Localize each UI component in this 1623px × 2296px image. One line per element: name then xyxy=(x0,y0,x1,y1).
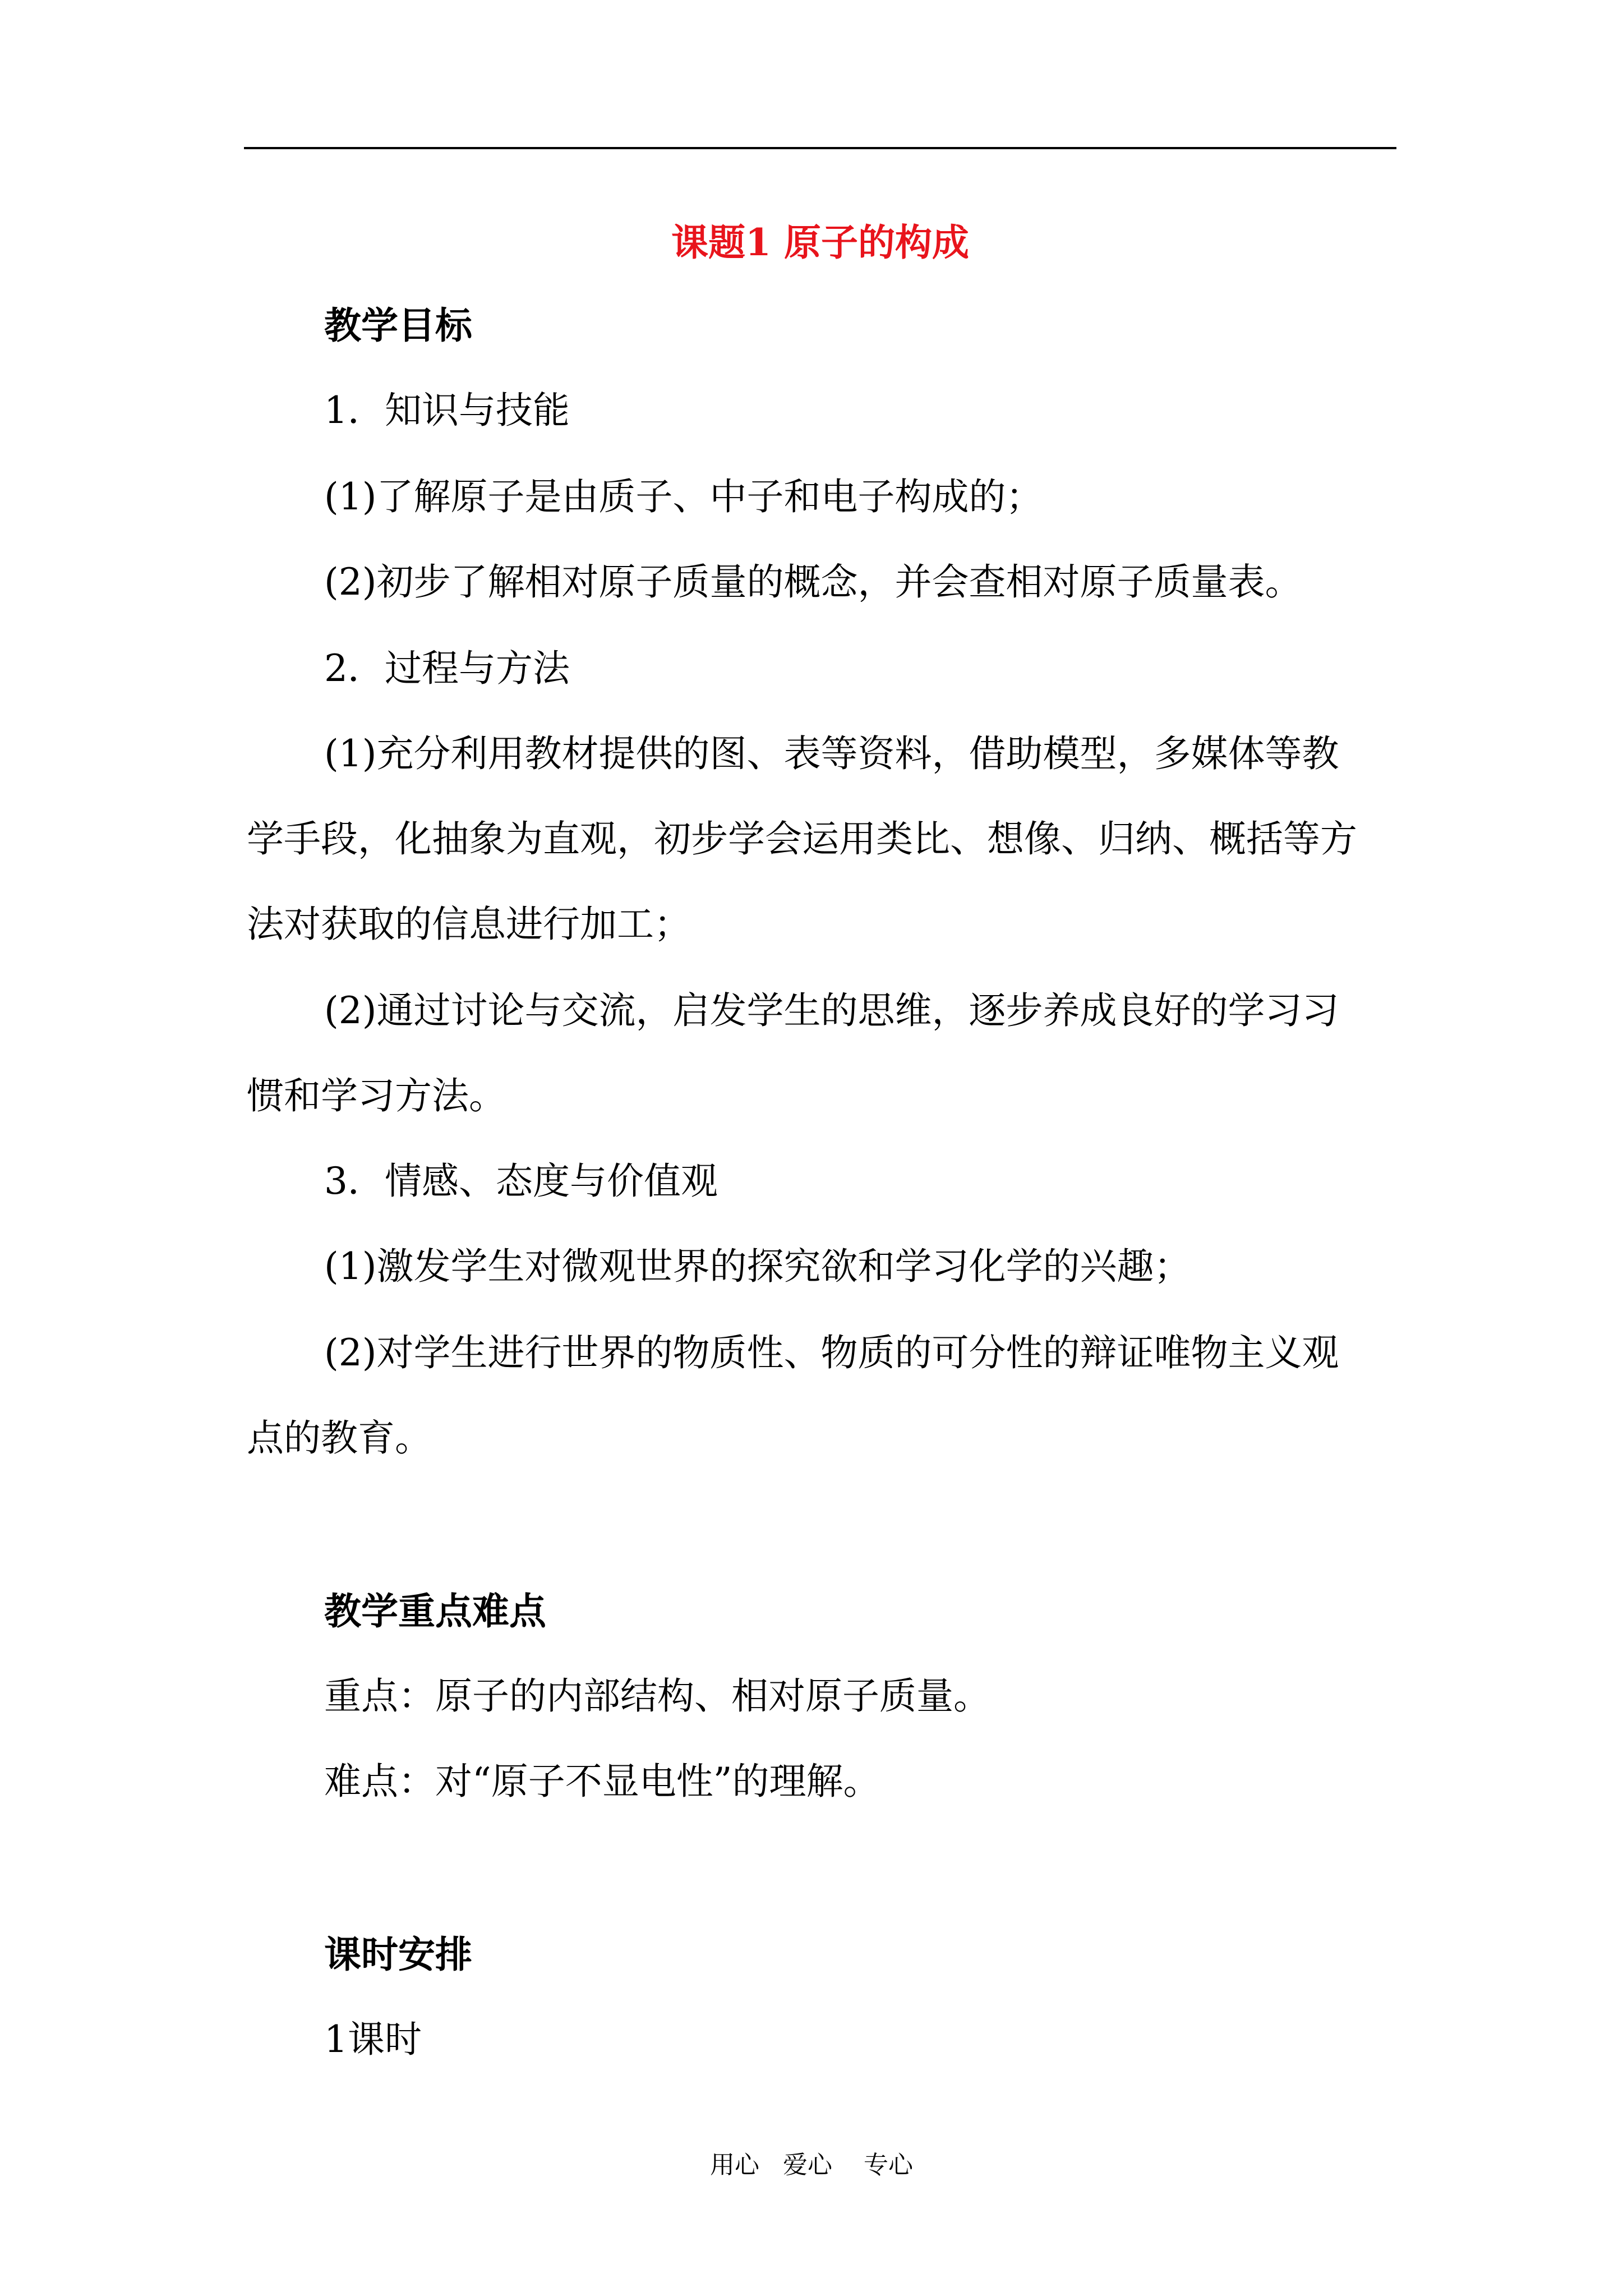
schedule-heading: 课时安排 xyxy=(324,1932,472,1976)
emotion-item-2-line-2: 点的教育。 xyxy=(247,1416,432,1460)
schedule-value: 1课时 xyxy=(324,2018,422,2061)
page-footer: 用心 爱心 专心 xyxy=(710,2151,913,2179)
process-item-1-line-2: 学手段，化抽象为直观，初步学会运用类比、想像、归纳、概括等方 xyxy=(247,817,1357,861)
process-item-1-line-3: 法对获取的信息进行加工； xyxy=(247,903,691,946)
emotion-heading: 3．情感、态度与价值观 xyxy=(324,1159,718,1203)
header-rule xyxy=(244,147,1396,149)
goals-heading: 教学目标 xyxy=(324,303,472,347)
emotion-item-1: (1)激发学生对微观世界的探究欲和学习化学的兴趣； xyxy=(324,1245,1191,1288)
knowledge-heading: 1．知识与技能 xyxy=(324,389,570,432)
key-focus: 重点：原子的内部结构、相对原子质量。 xyxy=(324,1674,990,1718)
lesson-title: 课题1 原子的构成 xyxy=(671,220,969,264)
process-heading: 2．过程与方法 xyxy=(324,647,570,690)
process-item-2-line-1: (2)通过讨论与交流，启发学生的思维，逐步养成良好的学习习 xyxy=(324,989,1339,1032)
key-points-heading: 教学重点难点 xyxy=(324,1589,546,1633)
knowledge-item-1: (1)了解原子是由质子、中子和电子构成的； xyxy=(324,475,1043,518)
process-item-2-line-2: 惯和学习方法。 xyxy=(247,1074,506,1117)
key-difficulty: 难点：对“原子不显电性”的理解。 xyxy=(324,1760,880,1803)
emotion-item-2-line-1: (2)对学生进行世界的物质性、物质的可分性的辩证唯物主义观 xyxy=(324,1331,1339,1374)
knowledge-item-2: (2)初步了解相对原子质量的概念，并会查相对原子质量表。 xyxy=(324,560,1302,604)
process-item-1-line-1: (1)充分利用教材提供的图、表等资料，借助模型，多媒体等教 xyxy=(324,732,1339,775)
